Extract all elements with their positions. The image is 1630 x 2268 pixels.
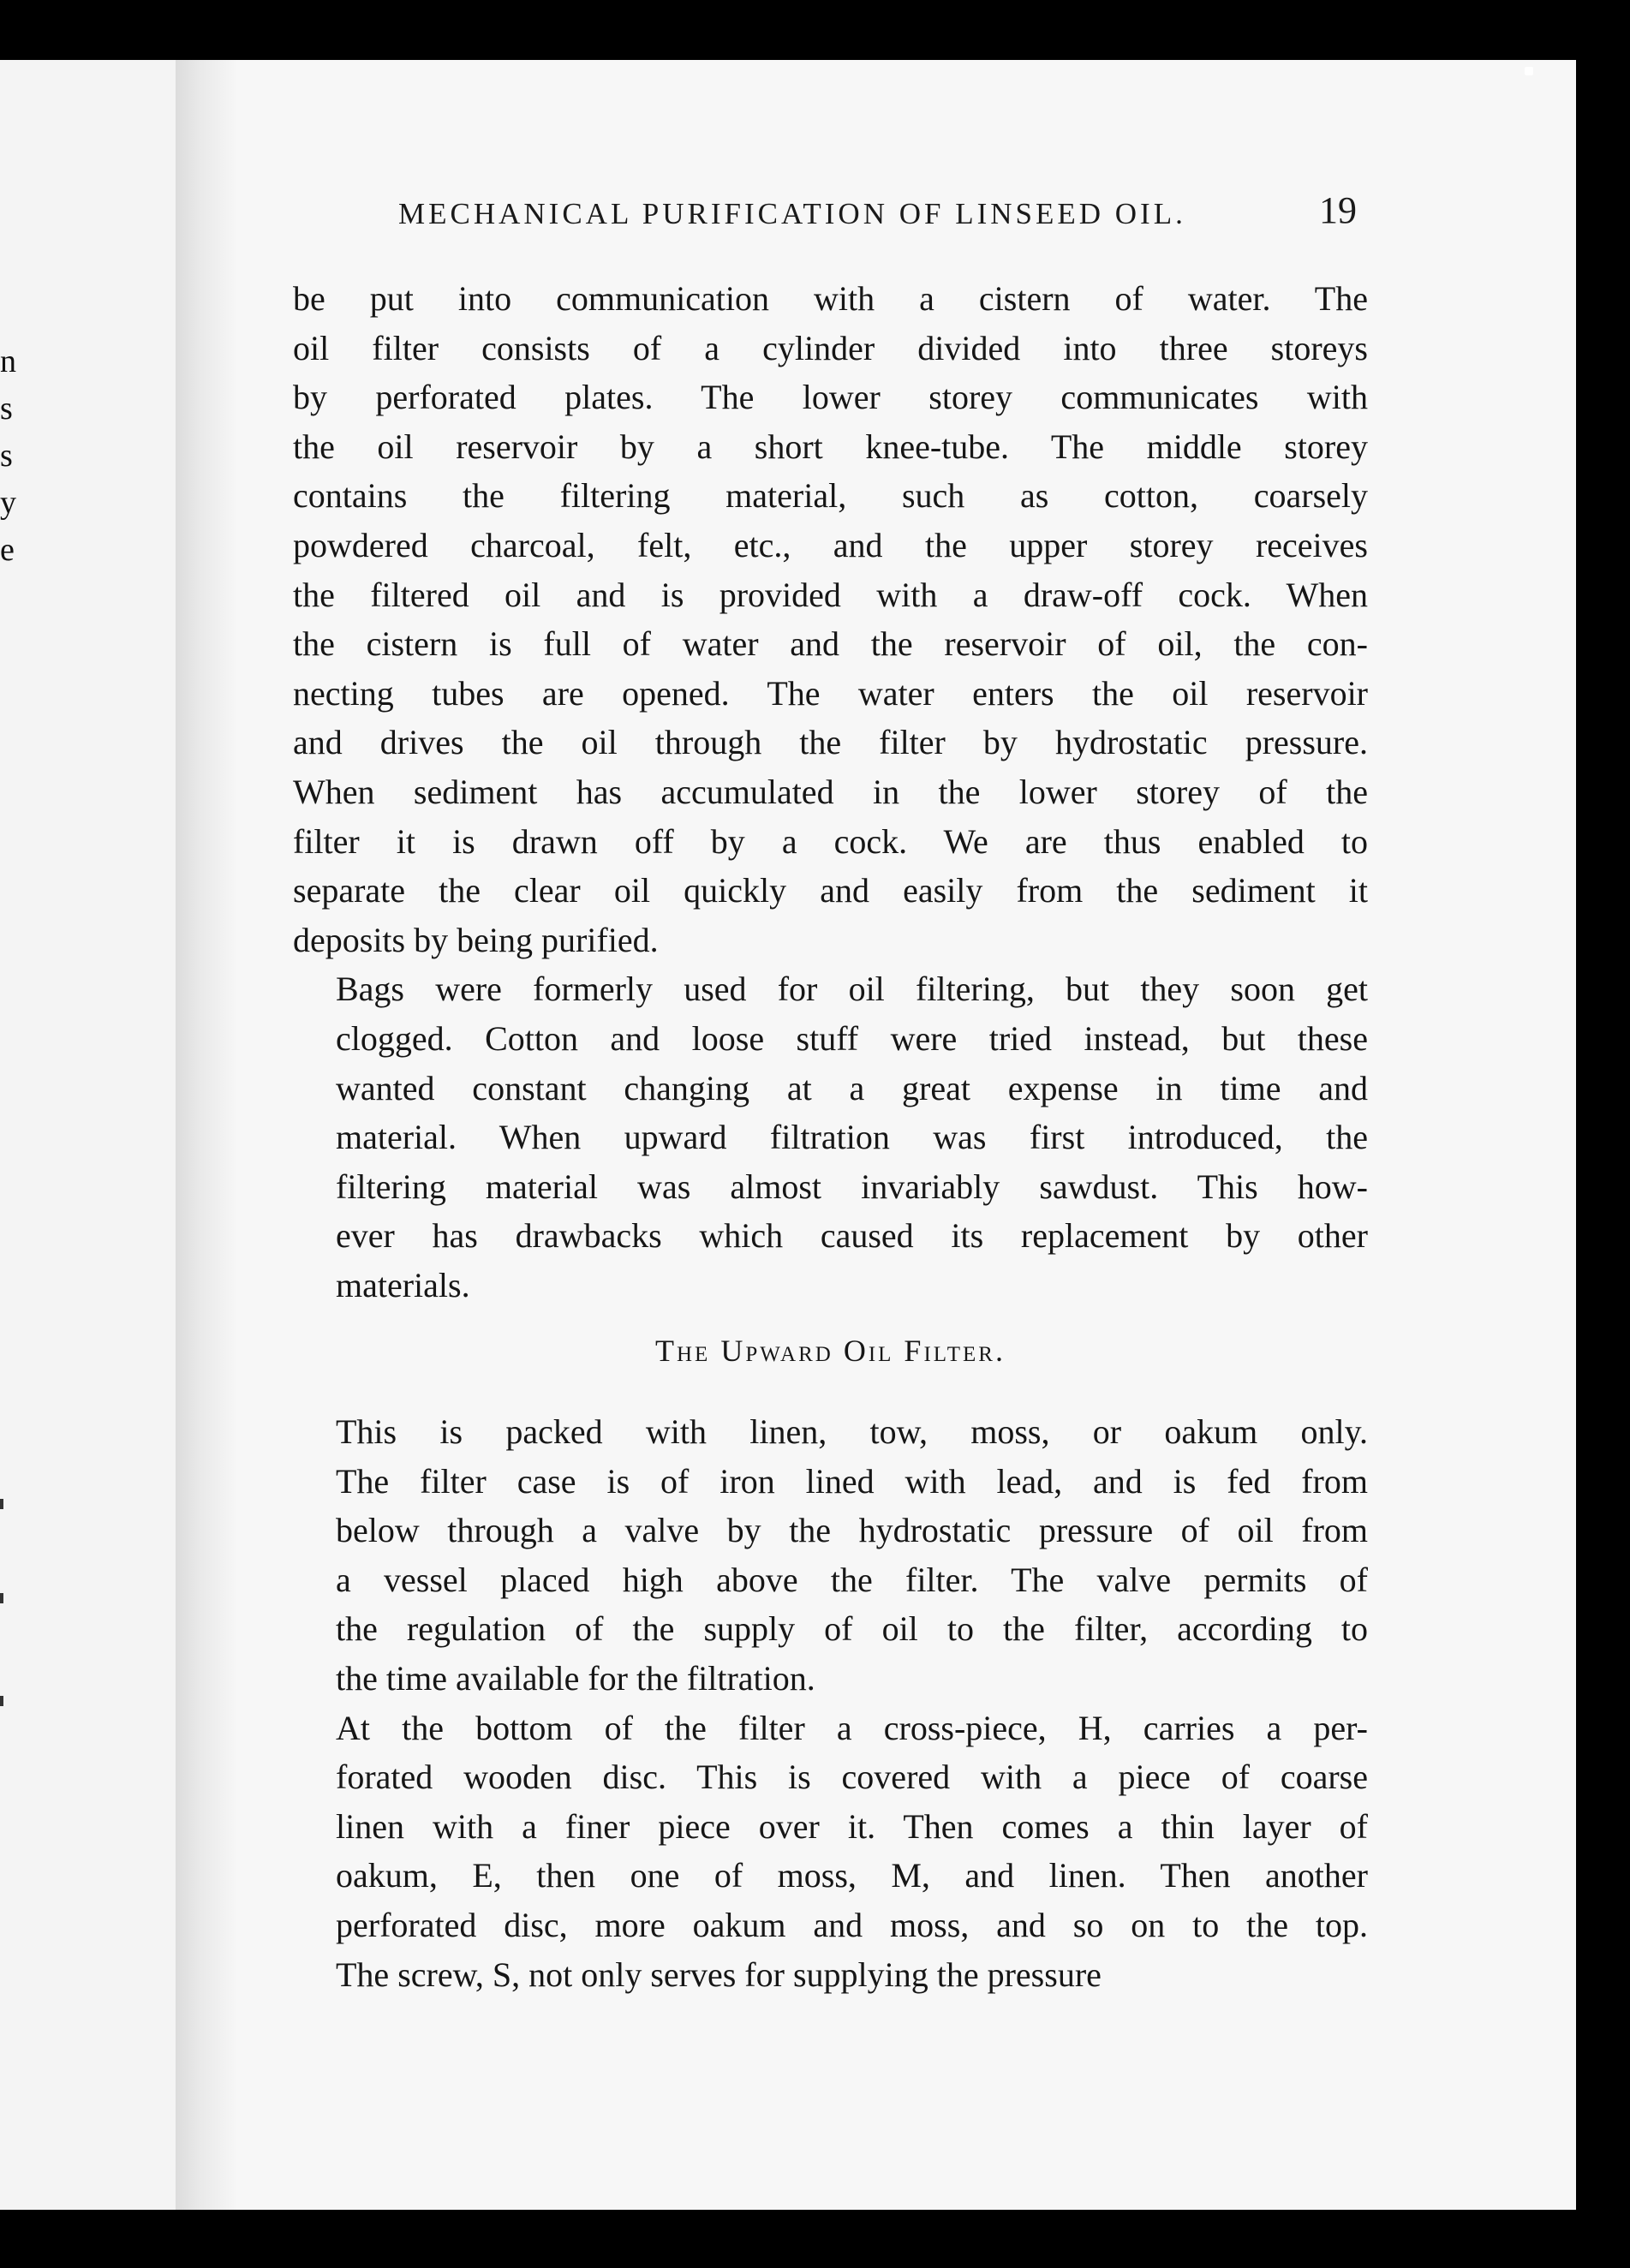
text-line: The filter case is of iron lined with lead, and is fed from xyxy=(336,1461,1368,1501)
text-line: by perforated plates. The lower storey communicates with xyxy=(293,378,1368,417)
text-line: ever has drawbacks which caused its replacement by other xyxy=(336,1216,1368,1256)
book-gutter xyxy=(176,60,236,2210)
text-line: deposits by being purified. xyxy=(293,920,659,959)
text-line: filtering material was almost invariably sawdust. This how- xyxy=(336,1167,1368,1206)
text-line: the oil reservoir by a short knee-tube. The middle storey xyxy=(293,427,1368,466)
text-line: linen with a finer piece over it. Then comes a thin layer of xyxy=(336,1806,1368,1846)
left-fragment: s xyxy=(0,391,13,427)
text-line: material. When upward filtration was first introduced, the xyxy=(336,1118,1368,1157)
text-line: materials. xyxy=(336,1265,470,1304)
text-line: separate the clear oil quickly and easily from the sediment it xyxy=(293,871,1368,910)
text-line: oakum, E, then one of moss, M, and linen. Then another xyxy=(336,1856,1368,1895)
running-head: MECHANICAL PURIFICATION OF LINSEED OIL. xyxy=(398,197,1186,230)
book-page xyxy=(236,60,1576,2210)
paragraph xyxy=(293,1407,1368,1704)
left-page-edge xyxy=(0,60,176,2210)
text-line: When sediment has accumulated in the lower storey of the xyxy=(293,772,1368,811)
text-line: Bags were formerly used for oil filtering, but they soon get xyxy=(336,970,1368,1009)
text-line: the filtered oil and is provided with a draw-off cock. When xyxy=(293,575,1368,614)
left-fragment: y xyxy=(0,485,16,521)
text-line: and drives the oil through the filter by hydrostatic pressure. xyxy=(293,723,1368,762)
text-line: below through a valve by the hydrostatic pressure of oil from xyxy=(336,1511,1368,1550)
text-line: wanted constant changing at a great expense in time and xyxy=(336,1068,1368,1107)
text-line: the regulation of the supply of oil to the filter, according to xyxy=(336,1609,1368,1649)
text-line: forated wooden disc. This is covered with a piece of coarse xyxy=(336,1758,1368,1797)
paragraph xyxy=(293,1704,1368,2000)
body-text xyxy=(293,274,1368,1999)
paragraph xyxy=(293,964,1368,1310)
left-fragment: s xyxy=(0,438,13,474)
left-fragment: e xyxy=(0,532,15,568)
text-line: powdered charcoal, felt, etc., and the upper storey receives xyxy=(293,525,1368,564)
text-line: The screw, S, not only serves for supplying the pressure xyxy=(336,1955,1102,1994)
left-fragment: n xyxy=(0,343,16,379)
text-line: perforated disc, more oakum and moss, and so on to the top. xyxy=(336,1906,1368,1944)
text-line: be put into communication with a cistern of water. The xyxy=(293,279,1368,318)
text-line: necting tubes are opened. The water enters the oil reservoir xyxy=(293,673,1368,713)
left-page-text-fragments xyxy=(0,338,26,574)
scan-mark xyxy=(1525,67,1533,75)
section-heading: The Upward Oil Filter. xyxy=(655,1334,1006,1369)
text-line: oil filter consists of a cylinder divided into three storeys xyxy=(293,328,1368,367)
text-line: the time available for the filtration. xyxy=(336,1659,815,1698)
text-line: At the bottom of the filter a cross-piece, H, carries a per- xyxy=(336,1708,1368,1747)
text-line: the cistern is full of water and the reservoir of oil, the con- xyxy=(293,624,1368,664)
text-line: contains the filtering material, such as cotton, coarsely xyxy=(293,476,1368,516)
text-line: This is packed with linen, tow, moss, or oakum only. xyxy=(336,1412,1368,1452)
page-number: 19 xyxy=(1319,189,1357,231)
text-line: filter it is drawn off by a cock. We are thus enabled to xyxy=(293,821,1368,861)
text-line: a vessel placed high above the filter. The valve permits of xyxy=(336,1560,1368,1599)
left-page-marks xyxy=(0,1499,9,1713)
text-line: clogged. Cotton and loose stuff were tried instead, but these xyxy=(336,1018,1368,1058)
paragraph xyxy=(293,274,1368,964)
